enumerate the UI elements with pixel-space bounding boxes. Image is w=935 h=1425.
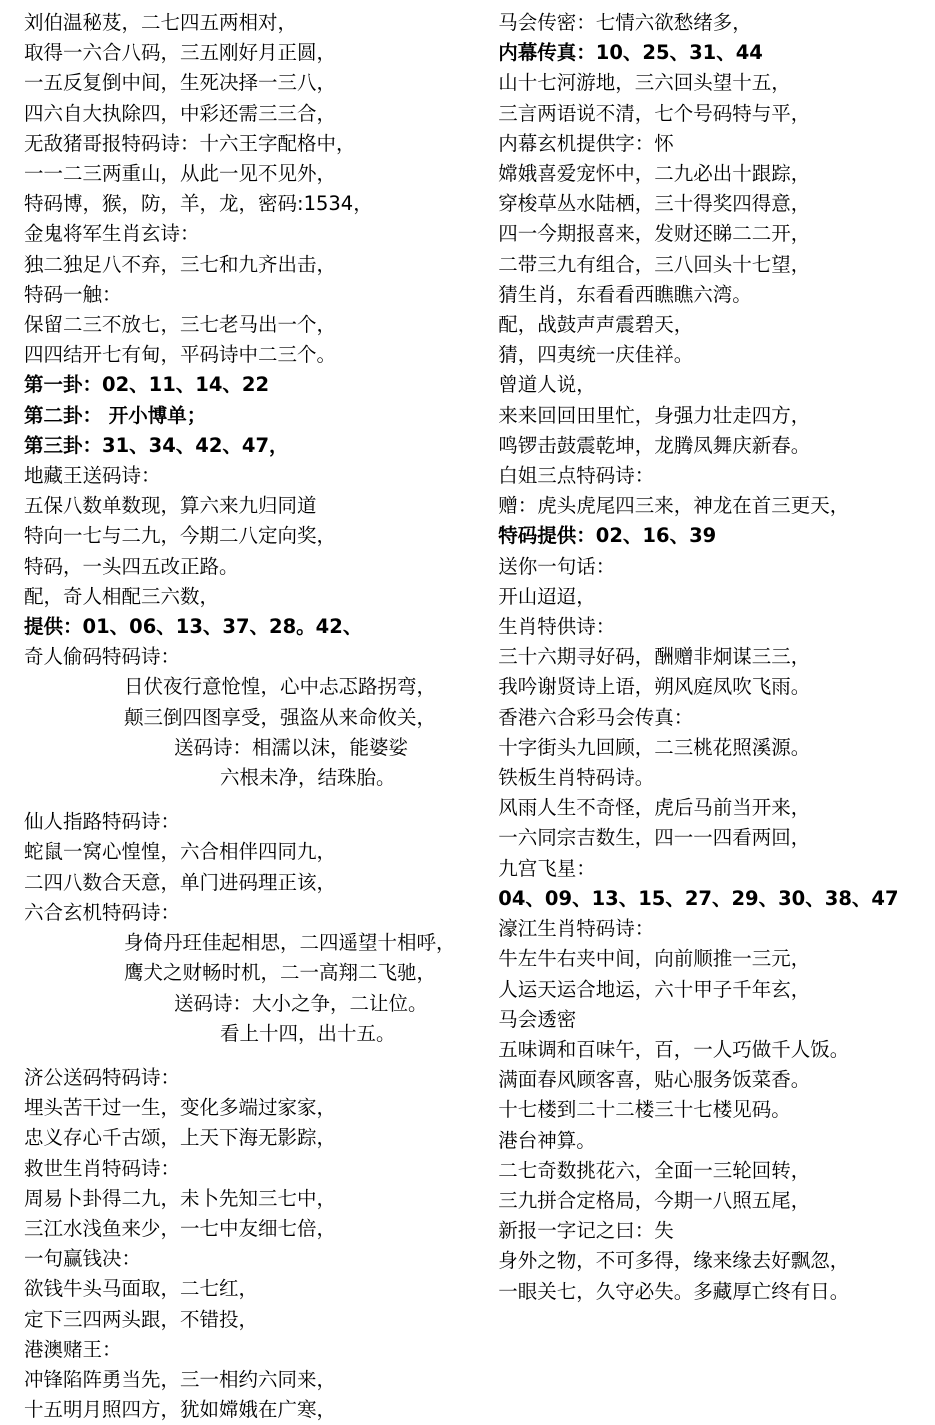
text-line: 白姐三点特码诗： bbox=[498, 464, 655, 488]
text-line: 我吟谢贤诗上语，朔风庭凤吹飞雨。 bbox=[498, 675, 811, 699]
text-line: 十七楼到二十二楼三十七楼见码。 bbox=[498, 1098, 791, 1122]
text-line: 奇人偷码特码诗： bbox=[24, 645, 181, 669]
text-line: 五保八数单数现，算六来九归同道 bbox=[24, 494, 317, 518]
text-line: 送你一句话： bbox=[498, 554, 616, 578]
text-line: 一五反复倒中间，生死决择一三八， bbox=[24, 71, 337, 95]
text-line: 四一今期报喜来，发财还睇二二开， bbox=[498, 222, 811, 246]
text-line: 欲钱牛头马面取，二七红， bbox=[24, 1277, 259, 1301]
text-line: 定下三四两头跟，不错投， bbox=[24, 1307, 259, 1331]
text-line: 六根未净，结珠胎。 bbox=[220, 766, 396, 790]
text-line: 港台神算。 bbox=[498, 1128, 596, 1152]
text-line: 铁板生肖特码诗。 bbox=[498, 766, 655, 790]
text-line: 六合玄机特码诗： bbox=[24, 900, 181, 924]
text-line: 特向一七与二九，今期二八定向奖， bbox=[24, 524, 337, 548]
text-line: 蛇鼠一窝心惶惶，六合相伴四同九， bbox=[24, 840, 337, 864]
text-line: 二带三九有组合，三八回头十七望， bbox=[498, 252, 811, 276]
text-line: 五味调和百味午，百，一人巧做千人饭。 bbox=[498, 1037, 850, 1061]
text-line: 第一卦：02、11、14、22 bbox=[24, 373, 270, 397]
text-line: 三言两语说不清，七个号码特与平， bbox=[498, 101, 811, 125]
text-line: 金鬼将军生肖玄诗： bbox=[24, 222, 200, 246]
text-line: 埋头苦干过一生，变化多端过家家， bbox=[24, 1096, 337, 1120]
text-line: 生肖特供诗： bbox=[498, 615, 616, 639]
right-text-column bbox=[490, 8, 925, 1388]
text-line: 送码诗：相濡以沫，能婆娑 bbox=[174, 735, 409, 759]
left-text-column bbox=[24, 8, 490, 1422]
text-line: 赠：虎头虎尾四三来，神龙在首三更天， bbox=[498, 494, 850, 518]
text-line: 地藏王送码诗： bbox=[24, 464, 161, 488]
text-line: 冲锋陷阵勇当先，三一相约六同来， bbox=[24, 1367, 337, 1391]
text-line: 曾道人说， bbox=[498, 373, 596, 397]
text-line: 猜生肖，东看看西瞧瞧六湾。 bbox=[498, 282, 752, 306]
text-line: 一眼关七，久守必失。多藏厚亡终有日。 bbox=[498, 1279, 850, 1303]
text-line: 三九拼合定格局，今期一八照五尾， bbox=[498, 1188, 811, 1212]
text-line: 特码，一头四五改正路。 bbox=[24, 554, 239, 578]
text-line: 濠江生肖特码诗： bbox=[498, 917, 655, 941]
text-line: 四六自大执除四，中彩还需三三合， bbox=[24, 101, 337, 125]
text-line: 九宫飞星： bbox=[498, 856, 596, 880]
text-line: 身倚丹玨佳起相思，二四遥望十相呼， bbox=[124, 931, 456, 955]
text-line: 四四结开七有甸，平码诗中二三个。 bbox=[24, 343, 337, 367]
text-line: 满面春风顾客喜，贴心服务饭菜香。 bbox=[498, 1068, 811, 1092]
text-line: 提供：01、06、13、37、28。42、 bbox=[24, 615, 363, 639]
text-line: 特码一触： bbox=[24, 282, 122, 306]
text-line: 独二独足八不弃，三七和九齐出击， bbox=[24, 252, 337, 276]
text-line: 嫦娥喜爱宠怀中，二九必出十跟踪， bbox=[498, 162, 811, 186]
text-line: 保留二三不放七，三七老马出一个， bbox=[24, 313, 337, 337]
text-line: 三十六期寻好码，酬赠非炯谋三三， bbox=[498, 645, 811, 669]
text-line: 配，战鼓声声震碧天， bbox=[498, 313, 694, 337]
text-line: 特码提供：02、16、39 bbox=[498, 524, 717, 548]
text-line: 第三卦：31、34、42、47， bbox=[24, 433, 289, 457]
text-line: 颠三倒四图享受，强盗从来命攸关， bbox=[124, 705, 437, 729]
text-line: 开山迢迢， bbox=[498, 584, 596, 608]
text-line: 二七奇数挑花六，全面一三轮回转， bbox=[498, 1158, 811, 1182]
text-line: 配，奇人相配三六数， bbox=[24, 584, 220, 608]
text-line: 马会传密：七情六欲愁绪多， bbox=[498, 11, 752, 34]
text-line: 十字街头九回顾，二三桃花照溪源。 bbox=[498, 735, 811, 759]
text-line: 马会透密 bbox=[498, 1007, 577, 1031]
text-line: 特码博，猴，防，羊，龙，密码:1534， bbox=[24, 192, 373, 216]
text-line: 香港六合彩马会传真： bbox=[498, 705, 694, 729]
text-line: 猜，四夷统一庆佳祥。 bbox=[498, 343, 694, 367]
text-line: 仙人指路特码诗： bbox=[24, 810, 181, 834]
text-line: 穿梭草丛水陆栖，三十得奖四得意， bbox=[498, 192, 811, 216]
text-line: 山十七河游地，三六回头望十五， bbox=[498, 71, 791, 95]
text-line: 新报一字记之曰：失 bbox=[498, 1219, 674, 1243]
text-line: 救世生肖特码诗： bbox=[24, 1156, 181, 1180]
text-line: 周易卜卦得二九，未卜先知三七中， bbox=[24, 1186, 337, 1210]
text-line: 取得一六合八码，三五刚好月正圆， bbox=[24, 41, 337, 65]
text-line: 04、09、13、15、27、29、30、38、47 bbox=[498, 886, 899, 910]
text-line: 忠义存心千古颂，上天下海无影踪， bbox=[24, 1126, 337, 1150]
text-line: 第二卦： 开小博单； bbox=[24, 403, 207, 427]
text-line: 送码诗：大小之争，二让位。 bbox=[174, 991, 428, 1015]
text-line: 刘伯温秘芨，二七四五两相对， bbox=[24, 11, 298, 34]
text-line: 牛左牛右夹中间，向前顺推一三元， bbox=[498, 947, 811, 971]
text-line: 身外之物，不可多得，缘来缘去好飘忽， bbox=[498, 1249, 850, 1273]
text-line: 鸣锣击鼓震乾坤，龙腾凤舞庆新春。 bbox=[498, 433, 811, 457]
text-line: 港澳赌王： bbox=[24, 1337, 122, 1361]
text-line: 无敌猪哥报特码诗：十六王字配格中， bbox=[24, 131, 356, 155]
text-line: 风雨人生不奇怪，虎后马前当开来， bbox=[498, 796, 811, 820]
text-line: 一一二三两重山，从此一见不见外， bbox=[24, 162, 337, 186]
text-line: 内幕传真：10、25、31、44 bbox=[498, 41, 763, 65]
text-line: 人运天运合地运，六十甲子千年玄， bbox=[498, 977, 811, 1001]
text-line: 一句赢钱决： bbox=[24, 1247, 142, 1271]
text-line: 二四八数合天意，单门进码理正该， bbox=[24, 870, 337, 894]
text-line: 十五明月照四方，犹如嫦娥在广寒， bbox=[24, 1398, 337, 1422]
text-line: 内幕玄机提供字：怀 bbox=[498, 131, 674, 155]
text-line: 看上十四，出十五。 bbox=[220, 1021, 396, 1045]
text-line: 日伏夜行意怆惶，心中忐忑路拐弯， bbox=[124, 675, 437, 699]
text-line: 一六同宗吉数生，四一一四看两回， bbox=[498, 826, 811, 850]
text-line: 三江水浅鱼来少，一七中友细七倍， bbox=[24, 1216, 337, 1240]
text-line: 来来回回田里忙，身强力壮走四方， bbox=[498, 403, 811, 427]
text-line: 鹰犬之财畅时机，二一高翔二飞驰， bbox=[124, 961, 437, 985]
text-line: 济公送码特码诗： bbox=[24, 1065, 181, 1089]
